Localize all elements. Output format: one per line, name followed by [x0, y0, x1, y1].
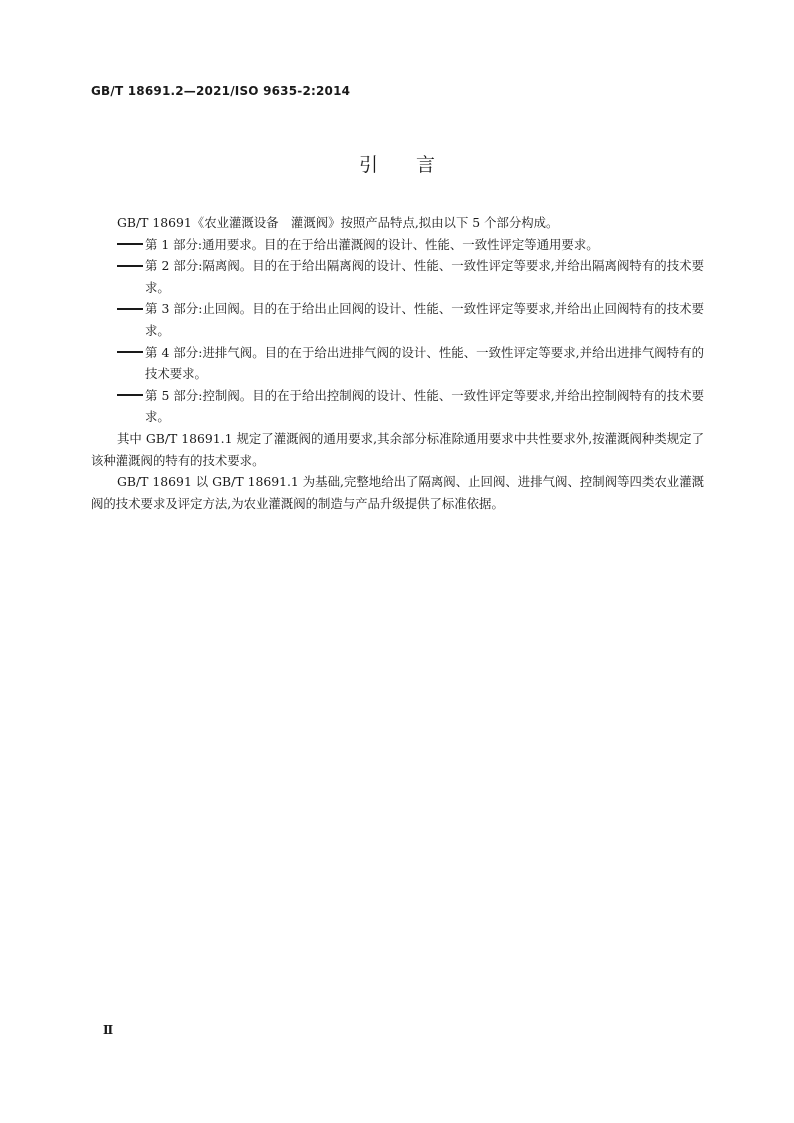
list-item [91, 255, 704, 298]
em-dash [117, 385, 145, 407]
list-item-text: 第 2 部分:隔离阀。目的在于给出隔离阀的设计、性能、一致性评定等要求,并给出隔离阀特有的技术要求。 [145, 258, 704, 295]
scope-paragraph: GB/T 18691 以 GB/T 18691.1 为基础,完整地给出了隔离阀、止回阀、进排气阀、控制阀等四类农业灌溉阀的技术要求及评定方法,为农业灌溉阀的制造与产品升级提供了标准依据。 [91, 474, 704, 511]
list-item-text: 第 4 部分:进排气阀。目的在于给出进排气阀的设计、性能、一致性评定等要求,并给出进排气阀特有的技术要求。 [145, 344, 704, 382]
list-item [91, 298, 704, 341]
body-text [91, 212, 704, 514]
list-item [91, 342, 704, 385]
page-number: Ⅱ [103, 1023, 114, 1037]
list-item-text: 第 1 部分:通用要求。目的在于给出灌溉阀的设计、性能、一致性评定等通用要求。 [145, 236, 599, 252]
list-item [91, 234, 704, 256]
section-title: 引言 [358, 154, 473, 176]
document-code-header: GB/T 18691.2—2021/ISO 9635-2:2014 [91, 84, 351, 98]
em-dash [117, 298, 145, 320]
intro-paragraph: GB/T 18691《农业灌溉设备 灌溉阀》按照产品特点,拟由以下 5 个部分构成。 [117, 215, 559, 230]
general-requirements-paragraph: 其中 GB/T 18691.1 规定了灌溉阀的通用要求,其余部分标准除通用要求中共性要求外,按灌溉阀种类规定了该种灌溉阀的特有的技术要求。 [91, 430, 704, 468]
list-item-text: 第 5 部分:控制阀。目的在于给出控制阀的设计、性能、一致性评定等要求,并给出控制阀特有的技术要求。 [145, 387, 704, 425]
em-dash [117, 342, 145, 364]
list-item [91, 385, 704, 428]
em-dash [117, 255, 145, 277]
em-dash [117, 234, 145, 256]
list-item-text: 第 3 部分:止回阀。目的在于给出止回阀的设计、性能、一致性评定等要求,并给出止回阀特有的技术要求。 [145, 301, 704, 338]
